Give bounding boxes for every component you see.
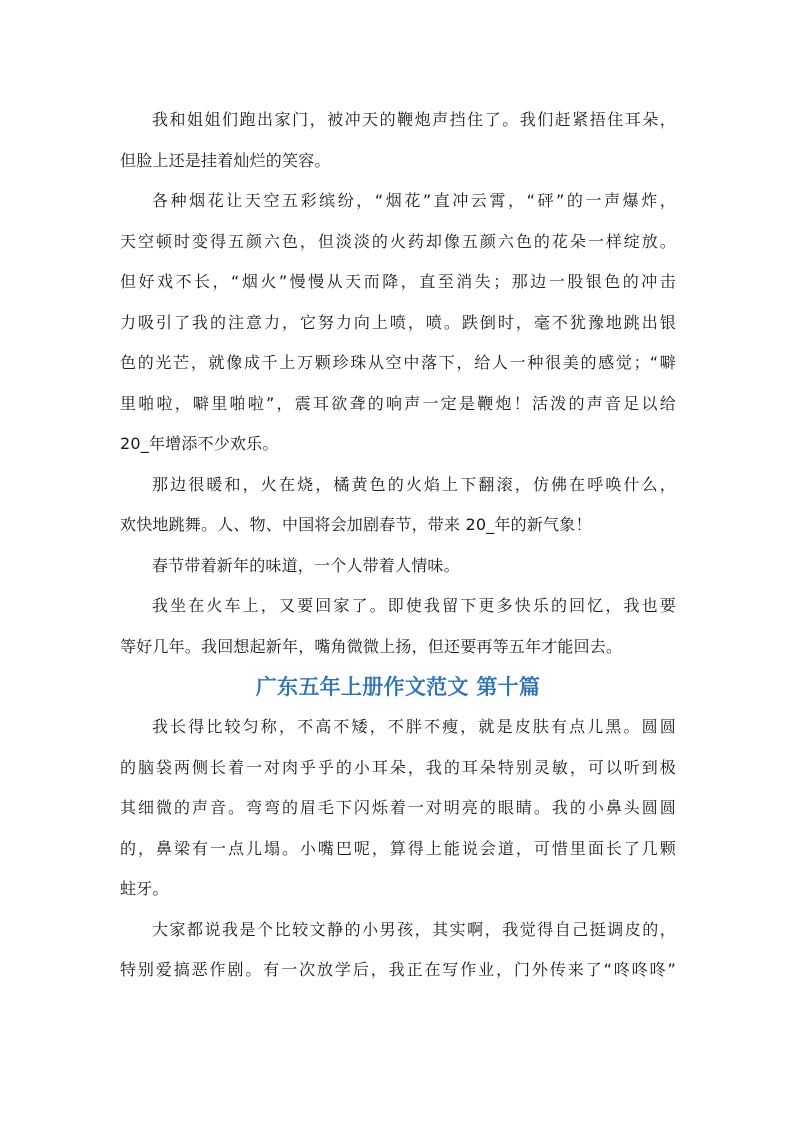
paragraph-1 (120, 100, 676, 181)
paragraph-3 (120, 465, 676, 546)
text-line: 色的光芒，就像成千上万颗珍珠从空中落下，给人一种很美的感觉；“噼 (120, 353, 676, 372)
text-line: 20_年增添不少欢乐。 (120, 434, 279, 453)
text-line: 但脸上还是挂着灿烂的笑容。 (120, 150, 331, 170)
paragraph-6 (120, 707, 676, 910)
text-line: 欢快地跳舞。人、物、中国将会加剧春节，带来 20_年的新气象！ (120, 515, 592, 534)
text-line: 大家都说我是个比较文静的小男孩，其实啊，我觉得自己挺调皮的， (152, 919, 676, 939)
text-line: 里啪啦，噼里啪啦”，震耳欲聋的响声一定是鞭炮！活泼的声音足以给 (120, 393, 676, 413)
paragraph-5 (120, 586, 676, 667)
text-line: 那边很暖和，火在烧，橘黄色的火焰上下翻滚，仿佛在呼唤什么， (152, 474, 676, 494)
text-line: 的，鼻梁有一点儿塌。小嘴巴呢，算得上能说会道，可惜里面长了几颗 (120, 838, 676, 858)
paragraph-4 (120, 546, 676, 587)
text-line: 但好戏不长，“烟火”慢慢从天而降，直至消失；那边一股银色的冲击 (120, 272, 676, 291)
text-line: 特别爱搞恶作剧。有一次放学后，我正在写作业，门外传来了“咚咚咚” (120, 960, 676, 979)
text-line: 春节带着新年的味道，一个人带着人情味。 (152, 555, 460, 575)
paragraph-7 (120, 910, 676, 991)
text-line: 力吸引了我的注意力，它努力向上喷，喷。跌倒时，毫不犹豫地跳出银 (120, 312, 676, 332)
text-line: 我和姐姐们跑出家门，被冲天的鞭炮声挡住了。我们赶紧捂住耳朵， (152, 110, 676, 129)
text-line: 天空顿时变得五颜六色，但淡淡的火药却像五颜六色的花朵一样绽放。 (120, 231, 676, 251)
paragraph-2 (120, 181, 676, 465)
text-line: 我坐在火车上，又要回家了。即使我留下更多快乐的回忆，我也要 (152, 596, 676, 615)
text-line: 蛀牙。 (120, 879, 169, 898)
text-line: 等好几年。我回想起新年，嘴角微微上扬，但还要再等五年才能回去。 (120, 636, 623, 656)
document-body (120, 100, 676, 991)
section-heading: 广东五年上册作文范文 第十篇 (255, 675, 541, 699)
text-line: 我长得比较匀称，不高不矮，不胖不瘦，就是皮肤有点儿黑。圆圆 (152, 717, 676, 736)
text-line: 的脑袋两侧长着一对肉乎乎的小耳朵，我的耳朵特别灵敏，可以听到极 (120, 757, 676, 777)
text-line: 各种烟花让天空五彩缤纷，“烟花”直冲云霄，“砰”的一声爆炸， (152, 191, 676, 210)
text-line: 其细微的声音。弯弯的眉毛下闪烁着一对明亮的眼睛。我的小鼻头圆圆 (120, 798, 676, 817)
